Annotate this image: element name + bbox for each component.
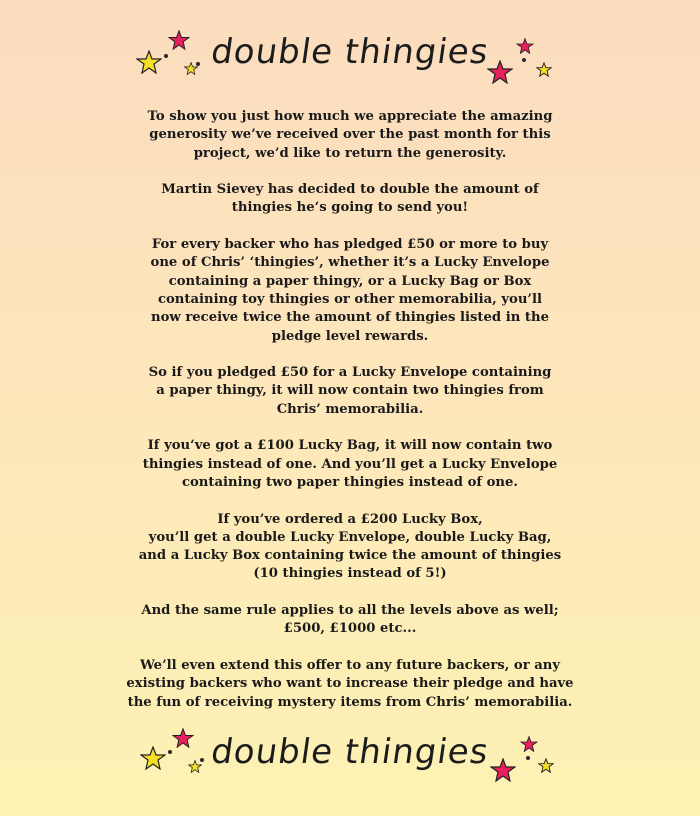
announcement-body <box>60 108 640 730</box>
dot-decoration <box>526 756 530 760</box>
paragraph-200-box: If you’ve ordered a £200 Lucky Box, you’ll get a double Lucky Envelope, double Lucky Bag, and a Lucky Box containing twice the amount of thingies (10 thingies instead of 5!) <box>138 511 562 582</box>
paragraph-intro: To show you just how much we appreciate the amazing generosity we’ve received over the past month for this project, we’d like to return the generosity. <box>147 109 553 161</box>
paragraph-future-backers: We’ll even extend this offer to any future backers, or any existing backers who want to increase their pledge and have the fun of receiving mystery items from Chris’ memorabilia. <box>126 657 574 710</box>
paragraph-100-bag: If you‘ve got a £100 Lucky Bag, it will now contain two thingies instead of one. And you’ll get a Lucky Envelope containing two paper thingies instead of one. <box>142 438 558 490</box>
small-yellow-star-icon <box>536 62 552 77</box>
small-red-star-icon <box>516 38 534 54</box>
page-title: double thingies <box>208 32 492 72</box>
footer-title: double thingies <box>208 732 492 772</box>
paragraph-same-rule: And the same rule applies to all the levels above as well; £500, £1000 etc... <box>141 603 559 637</box>
red-star-icon <box>490 758 516 782</box>
top-banner <box>0 28 700 88</box>
small-red-star-icon <box>520 736 538 752</box>
paragraph-50-pledge: So if you pledged £50 for a Lucky Envelope containing a paper thingy, it will now contain two thingies from Chris’ memorabilia. <box>148 365 552 417</box>
bottom-banner <box>0 728 700 788</box>
paragraph-martin: Martin Sievey has decided to double the amount of thingies he‘s going to send you! <box>161 182 539 216</box>
small-yellow-star-icon <box>538 758 554 773</box>
paragraph-every-backer: For every backer who has pledged £50 or more to buy one of Chris’ ‘thingies’, whether it’s a Lucky Envelope containing a paper thingy, or a Lucky Bag or Box containing toy thingies or other memorabilia, you’ll now receive twice the amount of thingies listed in the pledge level rewards. <box>150 237 550 344</box>
dot-decoration <box>522 58 526 62</box>
red-star-icon <box>487 60 513 84</box>
